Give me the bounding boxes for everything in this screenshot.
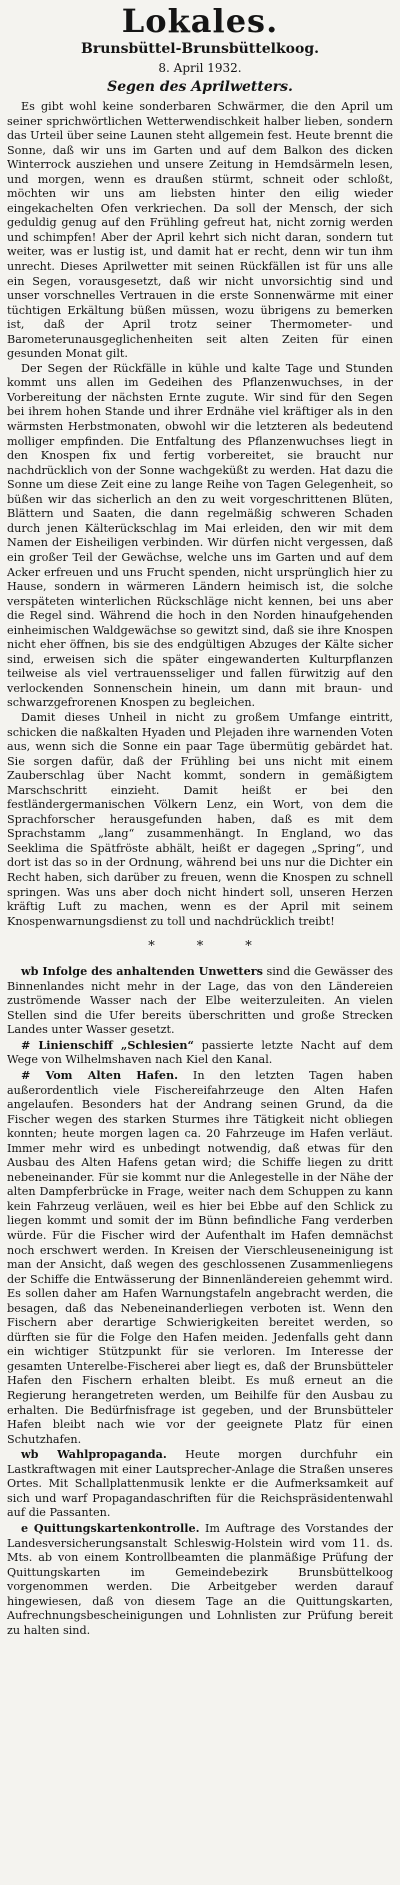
separator-star: * — [245, 939, 252, 955]
news-item — [7, 1521, 393, 1638]
news-item — [7, 1038, 393, 1068]
news-item — [7, 964, 393, 1038]
news-item-text: In den letzten Tagen haben außerordentlich viele Fischereifahrzeuge den Alten Hafen angelaufen. Besonders hat der Andrang seinen Grund, da die Fischer wegen des starken Sturmes ihre Tätigkeit nicht obliegen konnten; heute morgen lagen ca. 20 Fahrzeuge im Hafen verläut. Immer mehr wird es unbedingt notwendig, daß etwas für den Ausbau des Alten Hafens getan wird; die Schiffe liegen zu dritt nebeneinander. Für sie kommt nur die Anlegestelle in der Nähe der alten Dampferbrücke in Frage, weiter nach dem Schuppen zu kann kein Fahrzeug verläuen, weil es hier bei Ebbe auf den Schlick zu liegen kommt und somit der im Bünn befindliche Fang verderben würde. Für die Fischer wird der Aufenthalt im Hafen demnächst noch erschwert werden. In Kreisen der Vierschleuseneinigung ist man der Ansicht, daß wegen des geschlossenen Zusammenliegens der Schiffe die Entwässerung der Binnenländereien gehemmt wird. Es sollen daher am Hafen Warnungstafeln angebracht werden, die besagen, daß das Nebeneinanderliegen verboten ist. Wenn den Fischern aber derartige Schwierigkeiten bereitet werden, so dürften sie für die Folge den Hafen meiden. Jedenfalls geht dann ein wichtiger Stützpunkt für sie verloren. Im Interesse der gesamten Unterelbe-Fischerei aber liegt es, daß der Brunsbütteler Hafen den Fischern erhalten bleibt. Es muß erneut an die Regierung herangetreten werden, um Beihilfe für den Ausbau zu erhalten. Die Bedürfnisfrage ist gegeben, und der Brunsbütteler Hafen bleibt nach wie vor der geeignete Platz für einen Schutzhafen. — [7, 1069, 394, 1446]
news-item-head: # Vom Alten Hafen. — [21, 1068, 179, 1082]
article-paragraph: Damit dieses Unheil in nicht zu großem Umfange eintritt, schicken die naßkalten Hyaden und Plejaden ihre warnenden Voten aus, wenn sich die Sonne ein paar Tage übermütig gebärdet hat. Sie sorgen dafür, daß der Frühling bei uns nicht mit einem Zauberschlag über Nacht kommt, sondern in gemäßigtem Marschschritt einzieht. Damit heißt er bei den festländergermanischen Völkern Lenz, ein Wort, von dem die Sprachforscher herausgefunden haben, daß es mit dem Sprachstamm „lang“ zusammenhängt. In England, wo das Seeklima die Spätfröste abhält, heißt er dagegen „Spring“, und dort ist das so in der Ordnung, während bei uns nur die Dichter ein Recht haben, sich darüber zu freuen, wenn die Knospen zu schnell springen. Was uns aber doch nicht hindert soll, unseren Herzen kräftig Luft zu machen, wenn es der April mit seinem Knospenwarnungsdienst zu toll und nachdrücklich treibt! — [7, 710, 393, 928]
article-title: Segen des Aprilwetters. — [107, 79, 293, 95]
news-item — [7, 1068, 393, 1447]
news-item-text: Heute morgen durchfuhr ein Lastkraftwagen mit einer Lautsprecher-Anlage die Straßen unseres Ortes. Mit Schallplattenmusik lenkte er die Aufmerksamkeit auf sich und warf Propagandaschriften für die Reichspräsidentenwahl auf die Passanten. — [7, 1448, 393, 1520]
news-item — [7, 1447, 393, 1521]
news-item-head: e Quittungskartenkontrolle. — [21, 1520, 200, 1535]
news-item-head: # Linienschiff „Schlesien“ — [21, 1037, 194, 1052]
article-paragraph: Es gibt wohl keine sonderbaren Schwärmer, die den April um seiner sprichwörtlichen Wetterwendischkeit halber lieben, sondern das Urteil über seine Launen steht allgemein fest. Heute brennt die Sonne, daß wir uns im Garten und auf dem Balkon des dicken Winterrock ausziehen und unsere Zeitung in Hemdsärmeln lesen, und morgen, wenn es draußen stürmt, schneit oder schloßt, möchten wir uns am liebsten hinter den eilig wieder eingekachelten Ofen verkriechen. Da soll der Mensch, der sich geduldig genug auf den Frühling gefreut hat, nicht zornig werden und schimpfen! Aber der April kehrt sich nicht daran, sondern tut weiter, was er lustig ist, und damit hat er recht, denn wir tun ihm unrecht. Dieses Aprilwetter mit seinen Rückfällen ist für uns alle ein Segen, vorausgesetzt, daß wir nicht unvorsichtig sind und unser vorschnelles Vertrauen in die erste Sonnenwärme mit einer tüchtigen Erkältung büßen müssen, wozu übrigens zu bemerken ist, daß der April trotz seiner Thermometer- und Barometerunausgeglichenheiten seit alten Zeiten für einen gesunden Monat gilt. — [7, 100, 393, 361]
dateline: 8. April 1932. — [158, 61, 242, 75]
locality-subhead: Brunsbüttel-Brunsbüttelkoog. — [81, 41, 319, 57]
separator-star: * — [148, 939, 155, 955]
news-item-head: wb Wahlpropaganda. — [21, 1447, 167, 1462]
news-item-text: Im Auftrage des Vorstandes der Landesversicherungsanstalt Schleswig-Holstein wird vom 11. ds. Mts. ab von einem Kontrollbeamten die planmäßige Prüfung der Quittungskarten im Gemeindebezirk Brunsbüttelkoog vorgenommen werden. Die Arbeitgeber werden darauf hingewiesen, daß von diesem Tage an die Quittungskarten, Aufrechnungsbescheinigungen und Lohnlisten zur Prüfung bereit zu halten sind. — [7, 1521, 393, 1637]
news-item-head: wb Infolge des anhaltenden Unwetters — [21, 964, 263, 979]
section-masthead: Lokales. — [121, 2, 279, 40]
article-paragraph: Der Segen der Rückfälle in kühle und kalte Tage und Stunden kommt uns allen im Gedeihen des Pflanzenwuchses, in der Vorbereitung der nächsten Ernte zugute. Wir sind für den Segen bei ihrem hohen Stande und ihrer Erdnähe viel kräftiger als in den wärmsten Herbstmonaten, obwohl wir die letzteren als bedeutend molliger empfinden. Die Entfaltung des Pflanzenwuchses liegt in den Knospen fix und fertig vorbereitet, sie braucht nur nachdrücklich von der Sonne wachgeküßt zu werden. Hat dazu die Sonne um diese Zeit eine zu lange Reihe von Tagen Gelegenheit, so büßen wir das sicherlich an den zu weit vorgeschrittenen Blüten, Blättern und Saaten, die dann regelmäßig schweren Schaden durch jenen Kälterückschlag im Mai erleiden, den wir mit dem Namen der Eisheiligen verbinden. Wir dürfen nicht vergessen, daß ein großer Teil der Gewächse, welche uns im Garten und auf dem Acker erfreuen und uns Frucht spenden, nicht ursprünglich hier zu Hause, sondern in wärmeren Ländern heimisch ist, die solche verspäteten winterlichen Rückschläge nicht kennen, bei uns aber die Regel sind. Während die hoch in den Norden hinaufgehenden einheimischen Waldgewächse so gewitzt sind, daß sie ihre Knospen nicht eher öffnen, bis sie des endgültigen Abzuges der Kälte sicher sind, erweisen sich die später eingewanderten Kulturpflanzen teilweise als viel vertrauensseliger und fallen fürwitzig auf den verlockenden Sonnenschein hinein, um dann mit braun- und schwarzgefrorenen Knospen zu begleichen. — [7, 361, 393, 710]
news-item-text: passierte letzte Nacht auf dem Wege von Wilhelmshaven nach Kiel den Kanal. — [7, 1038, 394, 1067]
section-separator — [7, 939, 393, 955]
news-item-text: sind die Gewässer des Binnenlandes nicht mehr in der Lage, das von den Ländereien zuströmende Wasser nach der Elbe weiterzuleiten. An vielen Stellen sind die Ufer bereits überschritten und große Strecken Landes unter Wasser gesetzt. — [7, 965, 393, 1037]
separator-star: * — [196, 939, 204, 955]
